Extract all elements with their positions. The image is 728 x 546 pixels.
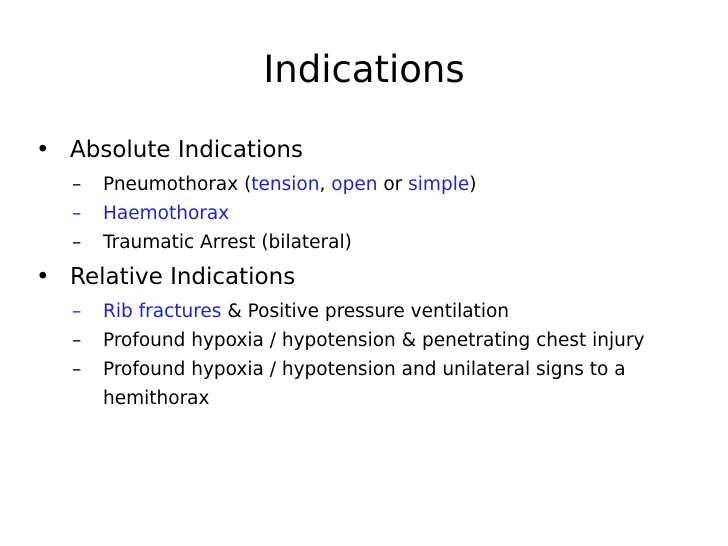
bullet-label: Relative Indications — [70, 264, 296, 290]
dash-marker: – — [72, 203, 82, 224]
subitem-text: Profound hypoxia / hypotension & penetrating chest injury — [103, 330, 645, 351]
bullet-absolute-indications — [36, 130, 686, 170]
subitem-haemothorax — [36, 199, 686, 228]
subitem-text: & Positive pressure ventilation — [227, 301, 509, 322]
bullet-marker: • — [36, 264, 50, 290]
subitem-traumatic-arrest — [36, 228, 686, 257]
highlight-open: open — [331, 174, 378, 195]
dash-marker: – — [72, 174, 82, 195]
subitem-text: Traumatic Arrest (bilateral) — [103, 232, 352, 253]
bullet-list — [36, 130, 686, 413]
subitem-text: Pneumothorax ( — [103, 174, 252, 195]
dash-marker: – — [72, 330, 82, 351]
slide-title: Indications — [263, 48, 465, 91]
subitem-pneumothorax — [36, 170, 686, 199]
conjunction-or: or — [383, 174, 403, 195]
dash-marker: – — [72, 359, 82, 380]
highlight-tension: tension — [251, 174, 320, 195]
bullet-marker: • — [36, 137, 50, 163]
subitem-unilateral-signs — [36, 355, 686, 413]
highlight-rib-fractures: Rib fractures — [103, 301, 222, 322]
comma: , — [319, 174, 326, 195]
subitem-penetrating-chest-injury — [36, 326, 686, 355]
closing-paren: ) — [469, 174, 477, 195]
subitem-text: Haemothorax — [103, 203, 230, 224]
highlight-simple: simple — [408, 174, 470, 195]
dash-marker: – — [72, 232, 82, 253]
bullet-relative-indications — [36, 257, 686, 297]
subitem-rib-fractures — [36, 297, 686, 326]
bullet-label: Absolute Indications — [70, 137, 303, 163]
subitem-text: Profound hypoxia / hypotension and unilateral signs to a hemithorax — [103, 359, 626, 409]
dash-marker: – — [72, 301, 82, 322]
